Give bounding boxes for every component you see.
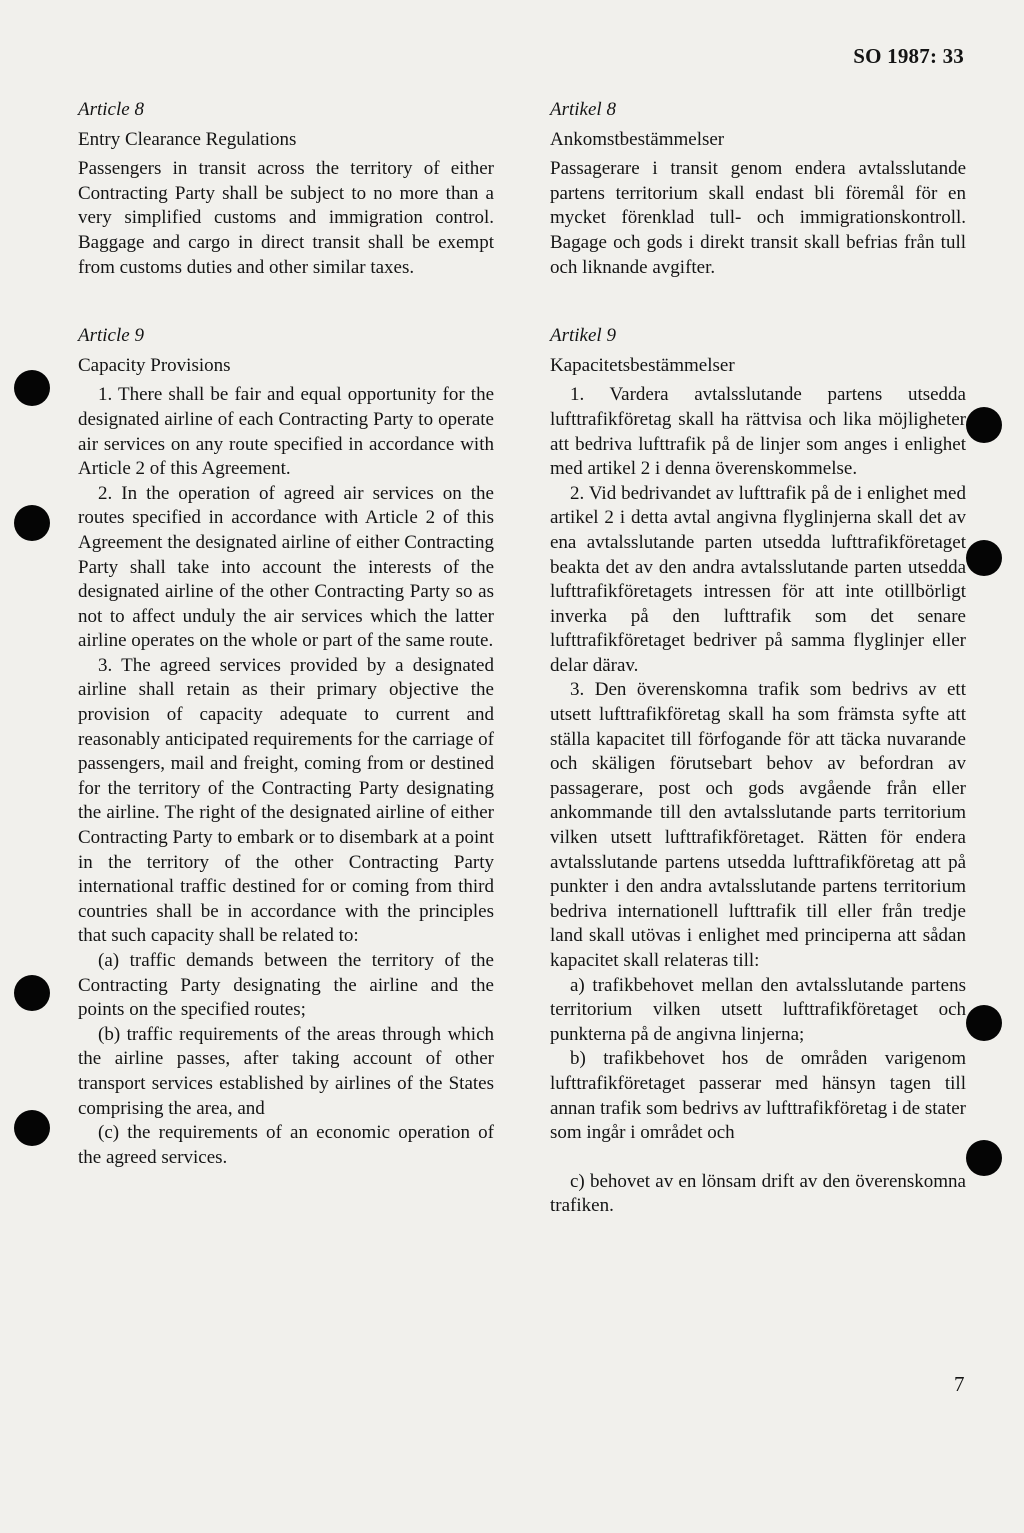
article-9-paragraph-3: 3. The agreed services provided by a designated airline shall retain as their primary objective the provision of capacity adequate to current and reasonably anticipated requirements for the carriage of passengers, mail and freight, coming from or destined for the territory of the Contracting Party designating the airline. The right of the designated airline of either Contracting Party to embark or to disembark at a point in the territory of the other Contracting Party international traffic destined for or coming from third countries shall be in accordance with the principles that such capacity shall be related to: — [78, 654, 494, 947]
swedish-column — [550, 98, 966, 1219]
artikel-9-heading: Kapacitetsbestämmelser — [550, 354, 735, 376]
punch-hole — [14, 1110, 50, 1146]
page-number: 7 — [954, 1372, 965, 1396]
punch-hole — [14, 975, 50, 1011]
punch-hole — [14, 505, 50, 541]
artikel-9-label: Artikel 9 — [550, 325, 616, 347]
article-9-paragraph-1: 1. There shall be fair and equal opportunity for the designated airline of each Contracting Party to operate air services on any route specified in accordance with Article 2 of this Agreement. — [78, 384, 494, 480]
article-9-item-b: (b) traffic requirements of the areas through which the airline passes, after taking account of other transport services established by airlines of the States comprising the area, and — [78, 1023, 494, 1119]
article-9-heading: Capacity Provisions — [78, 354, 231, 376]
article-8-heading: Entry Clearance Regulations — [78, 128, 297, 150]
artikel-9-paragraph-3: 3. Den överenskomna trafik som bedrivs av ett utsett lufttrafikföretag skall ha som främsta syfte att ställa kapacitet till förfogande för att täcka nuvarande och skäligen förutsebart behov av befordran av passagerare, post och gods avgående från eller ankommande till den avtalsslutande parts territorium vilken utsett lufttrafikföretaget. Rätten för endera avtalsslutande partens utsedda lufttrafikföretag att på punkter i den andra avtalsslutande partens territorium bedriva internationell lufttrafik till eller från tredje land skall utövas i enlighet med principerna att sådan kapacitet skall relateras till: — [550, 679, 966, 971]
article-9-item-a: (a) traffic demands between the territory of the Contracting Party designating the airline and the points on the specified routes; — [78, 950, 494, 1021]
artikel-9-paragraph-1: 1. Vardera avtalsslutande partens utsedda lufttrafikföretag skall ha rättvisa och lika möjligheter att bedriva lufttrafik på de linjer som anges i enlighet med artikel 2 i denna överenskommelse. — [550, 384, 966, 480]
artikel-8-label: Artikel 8 — [550, 99, 616, 120]
artikel-9-item-c: c) behovet av en lönsam drift av den överenskomna trafiken. — [550, 1170, 966, 1217]
article-8-text: Passengers in transit across the territory of either Contracting Party shall be subject to no more than a very simplified customs and immigration control. Baggage and cargo in direct transit shall be exempt from customs duties and other similar taxes. — [78, 158, 494, 278]
artikel-9-paragraph-2: 2. Vid bedrivandet av lufttrafik på de i enlighet med artikel 2 i detta avtal angivna flyglinjerna skall det av ena avtalsslutande parten utsedda lufttrafikföretaget beakta det av den andra avtalsslutande parten utsedda lufttrafikföretagets intressen för att inte otillbörligt inverka på den lufttrafik som det senare lufttrafikföretaget bedriver på samma flyglinjer eller delar därav. — [550, 482, 966, 676]
punch-hole — [966, 540, 1002, 576]
page-reference: SO 1987: 33 — [853, 44, 964, 68]
artikel-9-item-a: a) trafikbehovet mellan den avtalsslutande partens territorium vilken utsett lufttrafikföretaget och punkterna på de angivna linjerna; — [550, 974, 966, 1045]
artikel-8-heading: Ankomstbestämmelser — [550, 128, 725, 150]
punch-hole — [966, 407, 1002, 443]
punch-hole — [966, 1140, 1002, 1176]
artikel-8-text: Passagerare i transit genom endera avtalsslutande partens territorium skall endast bli föremål för en mycket förenklad tull- och immigrationskontroll. Bagage och gods i direkt transit skall befrias från tull och liknande avgifter. — [550, 158, 966, 278]
article-9-paragraph-2: 2. In the operation of agreed air services on the routes specified in accordance with Article 2 of this Agreement the designated airline of either Contracting Party shall take into account the interests of the designated airline of the other Contracting Party so as not to affect unduly the air services which the latter airline operates on the whole or part of the same route. — [78, 482, 494, 652]
artikel-9-item-b: b) trafikbehovet hos de områden varigenom lufttrafikföretaget passerar med hänsyn tagen till annan trafik som bedrivs av lufttrafikföretag i de stater som ingår i området och — [550, 1048, 966, 1144]
punch-hole — [14, 370, 50, 406]
article-9-item-c: (c) the requirements of an economic operation of the agreed services. — [78, 1122, 494, 1168]
punch-hole — [966, 1005, 1002, 1041]
article-8-label: Article 8 — [78, 99, 144, 120]
english-column — [78, 98, 494, 1170]
article-9-label: Article 9 — [78, 325, 144, 347]
